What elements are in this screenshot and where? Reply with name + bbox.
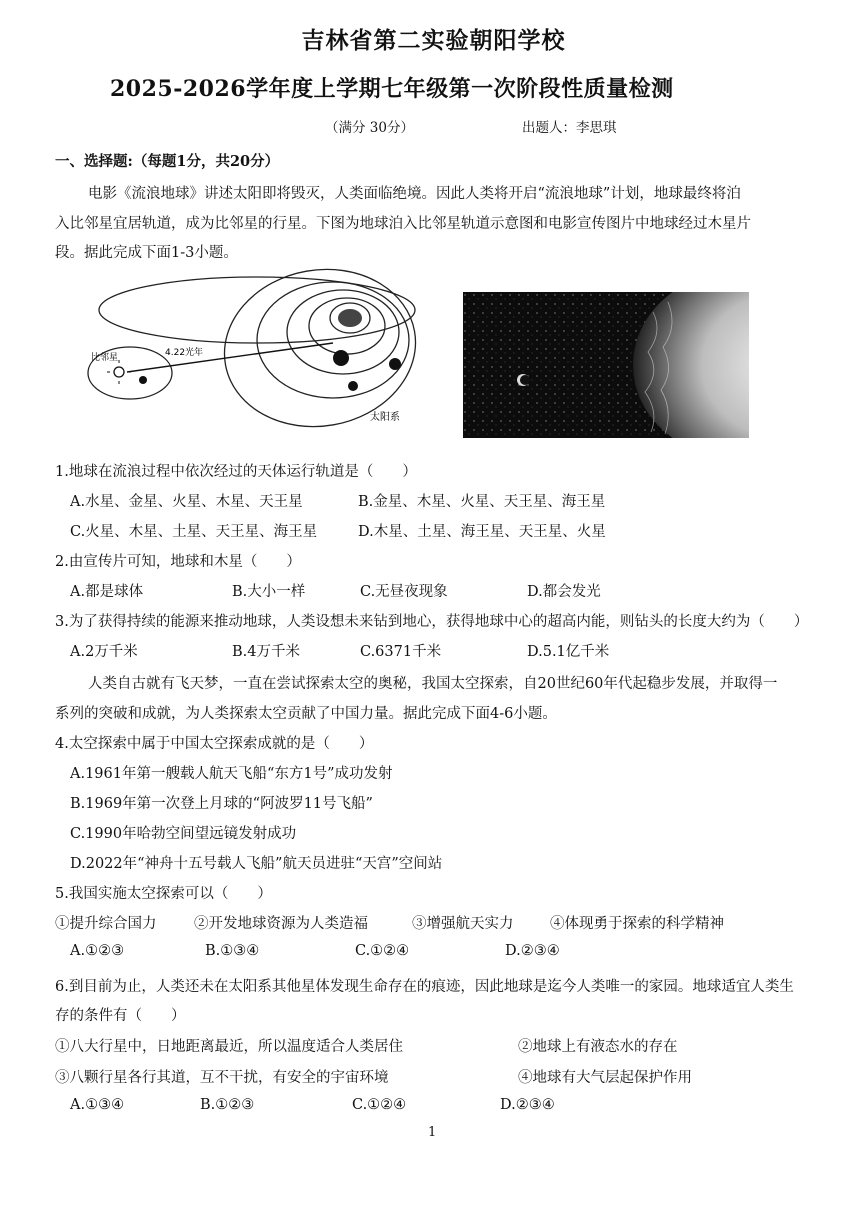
q6-option-d[interactable]: D.②③④: [500, 1097, 555, 1113]
sun-shape: [338, 309, 362, 327]
q6-stem: 存的条件有（ ）: [55, 1008, 186, 1024]
q5-option-d[interactable]: D.②③④: [505, 943, 560, 959]
label-proxima: 比邻星: [91, 353, 119, 363]
q2-option-b[interactable]: B.大小一样: [232, 584, 306, 600]
q5-item: ④体现勇于探索的科学精神: [550, 916, 724, 932]
q5-option-c[interactable]: C.①②④: [355, 943, 410, 959]
proxima-star-icon: [114, 367, 124, 377]
q6-option-a[interactable]: A.①③④: [70, 1097, 125, 1113]
passage2-line: 系列的突破和成就，为人类探索太空贡献了中国力量。据此完成下面4-6小题。: [55, 706, 557, 722]
q1-option-b[interactable]: B.金星、木星、火星、天王星、海王星: [358, 494, 606, 510]
planet-shape: [139, 376, 147, 384]
q3-option-c[interactable]: C.6371千米: [360, 644, 442, 660]
q6-stem: 6.到目前为止，人类还未在太阳系其他星体发现生命存在的痕迹，因此地球是迄今人类唯一的家园。地球适宜人类生: [55, 979, 794, 995]
planet-shape: [333, 350, 349, 366]
q6-item: ③八颗行星各行其道，互不干扰，有安全的宇宙环境: [55, 1070, 389, 1086]
q4-stem: 4.太空探索中属于中国太空探索成就的是（ ）: [55, 736, 374, 752]
q2-option-d[interactable]: D.都会发光: [527, 584, 601, 600]
q2-stem: 2.由宣传片可知，地球和木星（ ）: [55, 554, 301, 570]
q6-item: ①八大行星中，日地距离最近，所以温度适合人类居住: [55, 1039, 403, 1055]
q6-option-b[interactable]: B.①②③: [200, 1097, 255, 1113]
author: 出题人：李思琪: [522, 120, 617, 136]
q1-option-a[interactable]: A.水星、金星、火星、木星、天王星: [70, 494, 303, 510]
q6-item: ②地球上有液态水的存在: [518, 1039, 678, 1055]
trajectory-line: [127, 343, 333, 372]
q2-option-a[interactable]: A.都是球体: [70, 584, 144, 600]
q2-option-c[interactable]: C.无昼夜现象: [360, 584, 448, 600]
q1-option-c[interactable]: C.火星、木星、土星、天王星、海王星: [70, 524, 318, 540]
movie-still-image: [463, 292, 749, 438]
q3-option-b[interactable]: B.4万千米: [232, 644, 300, 660]
q5-option-a[interactable]: A.①②③: [70, 943, 125, 959]
page-number-text: 1: [428, 1125, 437, 1140]
q4-option-d[interactable]: D.2022年“神舟十五号载人飞船”航天员进驻“天宫”空间站: [70, 856, 443, 872]
passage1-line: 段。据此完成下面1-3小题。: [55, 245, 238, 261]
q3-stem: 3.为了获得持续的能源来推动地球，人类设想未来钻到地心，获得地球中心的超高内能，则钻头的长度大约为（ ）: [55, 614, 809, 630]
q5-item: ②开发地球资源为人类造福: [194, 916, 368, 932]
q3-option-d[interactable]: D.5.1亿千米: [527, 644, 610, 660]
q4-option-b[interactable]: B.1969年第一次登上月球的“阿波罗11号飞船”: [70, 796, 373, 812]
q4-option-c[interactable]: C.1990年哈勃空间望远镜发射成功: [70, 826, 297, 842]
q5-item: ③增强航天实力: [412, 916, 514, 932]
q5-item: ①提升综合国力: [55, 916, 157, 932]
jupiter-shape: [633, 292, 749, 438]
passage1-line: 电影《流浪地球》讲述太阳即将毁灭，人类面临绝境。因此人类将开启“流浪地球”计划，地球最终将泊: [88, 186, 741, 202]
exam-title: 2025-2026学年度上学期七年级第一次阶段性质量检测: [110, 76, 674, 102]
passage1-line: 入比邻星宜居轨道，成为比邻星的行星。下图为地球泊入比邻星轨道示意图和电影宣传图片中地球经过木星片: [55, 216, 751, 232]
q3-option-a[interactable]: A.2万千米: [70, 644, 138, 660]
q1-stem: 1.地球在流浪过程中依次经过的天体运行轨道是（ ）: [55, 464, 417, 480]
page-number: [400, 1125, 436, 1140]
school-title: 吉林省第二实验朝阳学校: [301, 27, 566, 54]
orbit-diagram: [85, 268, 445, 448]
q5-stem: 5.我国实施太空探索可以（ ）: [55, 886, 272, 902]
section-heading: 一、选择题:（每题1分，共20分）: [55, 153, 280, 170]
q1-option-d[interactable]: D.木星、土星、海王星、天王星、火星: [358, 524, 606, 540]
planet-shape: [348, 381, 358, 391]
full-score: （满分 30分）: [325, 120, 414, 136]
planet-shape: [389, 358, 401, 370]
passage2-line: 人类自古就有飞天梦，一直在尝试探索太空的奥秘，我国太空探索，自20世纪60年代起稳步发展，并取得一: [88, 676, 778, 692]
label-distance: 4.22光年: [165, 348, 204, 358]
q4-option-a[interactable]: A.1961年第一艘载人航天飞船“东方1号”成功发射: [70, 766, 393, 782]
q6-option-c[interactable]: C.①②④: [352, 1097, 407, 1113]
label-solar-system: 太阳系: [370, 412, 400, 423]
q6-item: ④地球有大气层起保护作用: [518, 1070, 692, 1086]
q5-option-b[interactable]: B.①③④: [205, 943, 260, 959]
